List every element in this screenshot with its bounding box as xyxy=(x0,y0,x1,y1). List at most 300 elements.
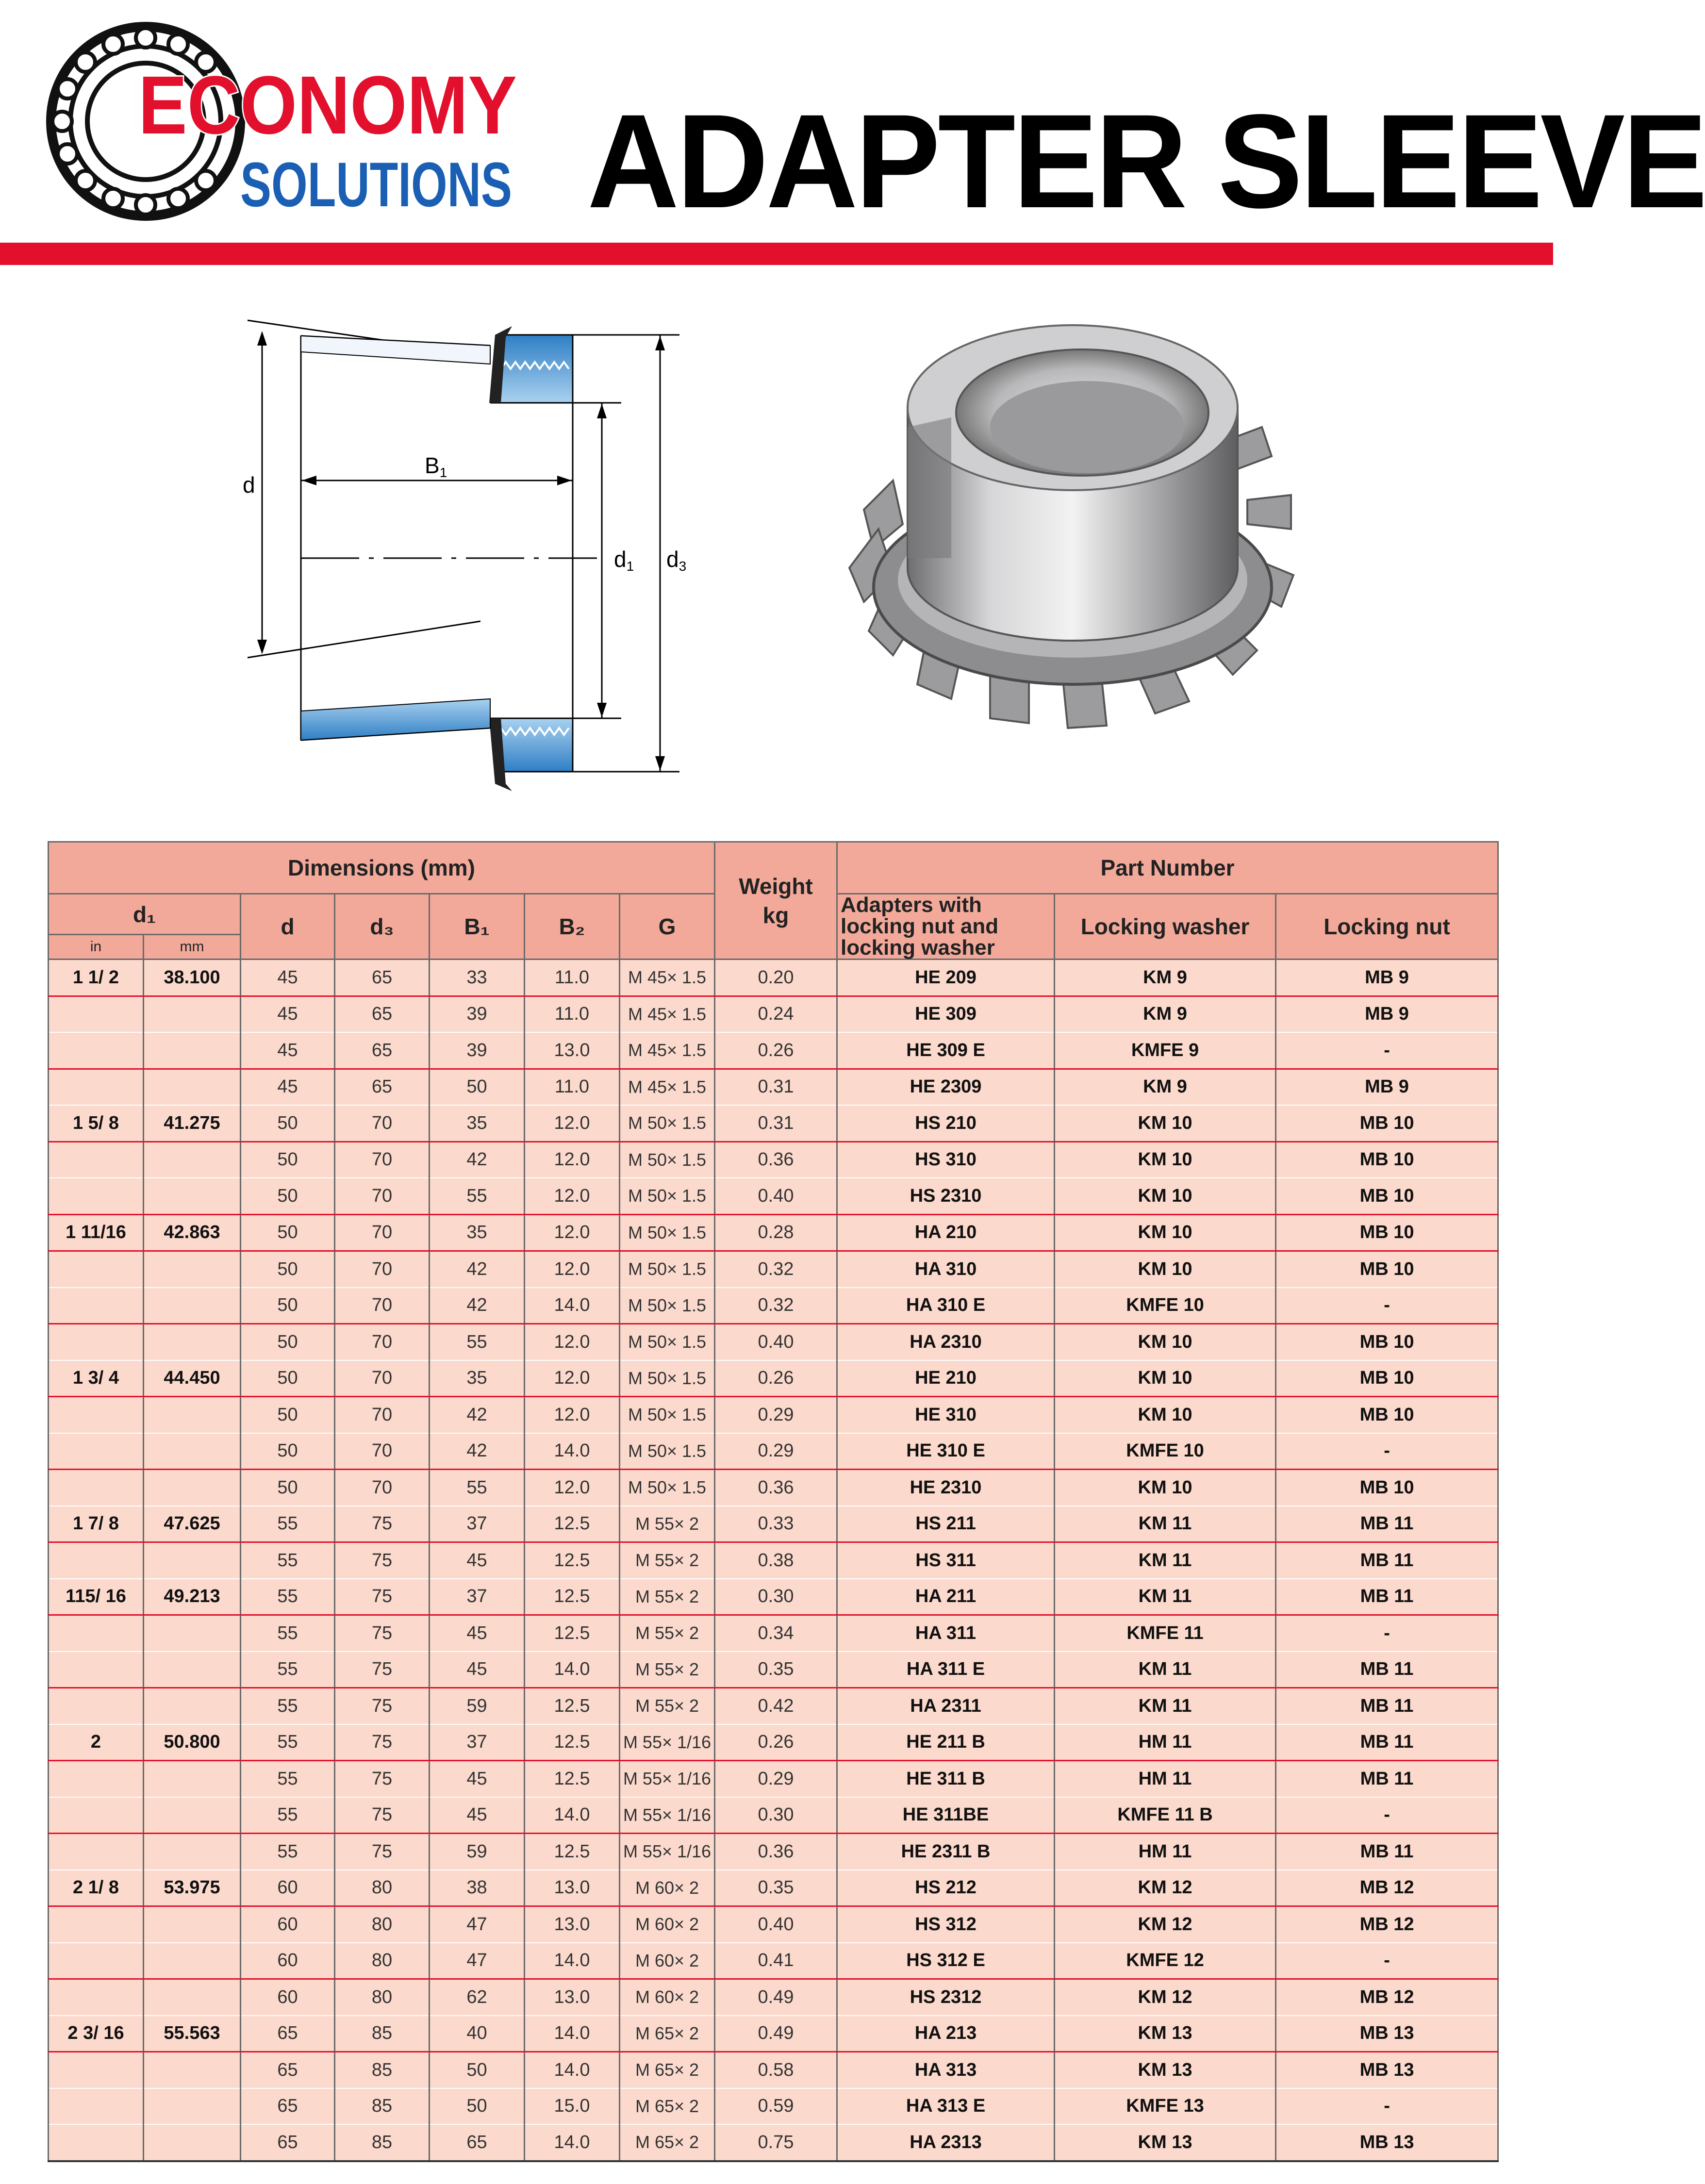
adapter-sleeve-photo xyxy=(835,296,1320,781)
cell-d: 50 xyxy=(241,1214,335,1251)
cell-mm xyxy=(144,1142,241,1178)
cell-w: 0.29 xyxy=(715,1433,837,1470)
cell-mm xyxy=(144,1069,241,1105)
cell-b1: 55 xyxy=(430,1470,525,1506)
cell-b1: 42 xyxy=(430,1142,525,1178)
cell-d: 60 xyxy=(241,1979,335,2016)
cell-washer: KM 10 xyxy=(1055,1324,1276,1360)
page-header xyxy=(0,0,1705,272)
cell-w: 0.41 xyxy=(715,1943,837,1979)
cell-b2: 12.0 xyxy=(525,1214,620,1251)
cell-nut: MB 13 xyxy=(1276,2124,1498,2161)
logo-text-solutions: SOLUTIONS xyxy=(240,149,512,220)
cell-washer: KMFE 11 B xyxy=(1055,1797,1276,1834)
table-row xyxy=(49,960,1498,996)
cell-washer: KM 10 xyxy=(1055,1470,1276,1506)
cell-in xyxy=(49,1688,144,1724)
table-row xyxy=(49,1761,1498,1797)
cell-d3: 85 xyxy=(335,2088,430,2125)
cell-d: 45 xyxy=(241,996,335,1032)
cell-d3: 65 xyxy=(335,960,430,996)
table-row xyxy=(49,1870,1498,1906)
cell-nut: MB 11 xyxy=(1276,1688,1498,1724)
label-d1-sub: 1 xyxy=(626,559,634,574)
cell-w: 0.49 xyxy=(715,1979,837,2016)
cell-in xyxy=(49,1979,144,2016)
cell-w: 0.29 xyxy=(715,1761,837,1797)
cell-in xyxy=(49,1542,144,1579)
cell-d: 50 xyxy=(241,1142,335,1178)
table-row xyxy=(49,1906,1498,1943)
cell-adapter: HS 212 xyxy=(837,1870,1055,1906)
cell-mm: 41.275 xyxy=(144,1105,241,1142)
cell-mm xyxy=(144,1324,241,1360)
cell-d3: 75 xyxy=(335,1724,430,1761)
cell-d3: 85 xyxy=(335,2052,430,2088)
cell-d3: 70 xyxy=(335,1360,430,1397)
cell-nut: - xyxy=(1276,1288,1498,1324)
cell-b1: 50 xyxy=(430,2088,525,2125)
cell-in xyxy=(49,1324,144,1360)
cell-mm xyxy=(144,1032,241,1069)
header-b1: B₁ xyxy=(430,894,525,960)
cell-g: M 60× 2 xyxy=(620,1906,715,1943)
cell-nut: MB 9 xyxy=(1276,996,1498,1032)
table-row xyxy=(49,1069,1498,1105)
cell-b2: 14.0 xyxy=(525,1943,620,1979)
cell-w: 0.29 xyxy=(715,1397,837,1433)
cell-g: M 55× 2 xyxy=(620,1542,715,1579)
cell-mm: 49.213 xyxy=(144,1579,241,1615)
cell-in xyxy=(49,1797,144,1834)
cell-washer: KM 9 xyxy=(1055,1069,1276,1105)
cell-mm xyxy=(144,1615,241,1652)
cell-d: 65 xyxy=(241,2088,335,2125)
cell-mm: 47.625 xyxy=(144,1506,241,1542)
red-divider xyxy=(0,243,1553,265)
cell-washer: KM 10 xyxy=(1055,1178,1276,1214)
cell-in: 1 3/ 4 xyxy=(49,1360,144,1397)
cell-washer: KM 10 xyxy=(1055,1397,1276,1433)
cell-g: M 50× 1.5 xyxy=(620,1324,715,1360)
cell-d3: 75 xyxy=(335,1579,430,1615)
cell-nut: MB 10 xyxy=(1276,1178,1498,1214)
cell-adapter: HA 2310 xyxy=(837,1324,1055,1360)
cell-in xyxy=(49,1834,144,1870)
cell-b2: 14.0 xyxy=(525,1652,620,1688)
cell-nut: MB 12 xyxy=(1276,1870,1498,1906)
cell-nut: MB 9 xyxy=(1276,960,1498,996)
cell-d: 45 xyxy=(241,960,335,996)
cell-d: 50 xyxy=(241,1105,335,1142)
cell-nut: MB 10 xyxy=(1276,1397,1498,1433)
table-row xyxy=(49,1615,1498,1652)
cell-g: M 55× 1/16 xyxy=(620,1834,715,1870)
cell-washer: KM 11 xyxy=(1055,1579,1276,1615)
table-row xyxy=(49,1724,1498,1761)
cell-b1: 37 xyxy=(430,1579,525,1615)
cell-in xyxy=(49,996,144,1032)
cell-d3: 75 xyxy=(335,1761,430,1797)
cell-w: 0.40 xyxy=(715,1178,837,1214)
cell-w: 0.35 xyxy=(715,1652,837,1688)
cell-d3: 70 xyxy=(335,1288,430,1324)
label-d: d xyxy=(243,472,255,497)
cell-adapter: HS 312 xyxy=(837,1906,1055,1943)
table-row xyxy=(49,1979,1498,2016)
header-d1: d₁ xyxy=(49,894,241,935)
cell-washer: KMFE 10 xyxy=(1055,1288,1276,1324)
cell-d3: 70 xyxy=(335,1142,430,1178)
cell-d3: 70 xyxy=(335,1470,430,1506)
cell-d3: 75 xyxy=(335,1652,430,1688)
cell-nut: MB 11 xyxy=(1276,1652,1498,1688)
cell-b2: 12.0 xyxy=(525,1251,620,1288)
cell-adapter: HE 310 E xyxy=(837,1433,1055,1470)
cell-washer: KM 13 xyxy=(1055,2052,1276,2088)
cell-b2: 14.0 xyxy=(525,1433,620,1470)
cell-adapter: HS 211 xyxy=(837,1506,1055,1542)
header-adapters: Adapters with locking nut and locking washer xyxy=(837,894,1055,960)
cell-washer: HM 11 xyxy=(1055,1724,1276,1761)
cell-g: M 55× 2 xyxy=(620,1615,715,1652)
cell-b1: 45 xyxy=(430,1761,525,1797)
cell-d3: 80 xyxy=(335,1906,430,1943)
table-row xyxy=(49,1288,1498,1324)
cell-in: 1 11/16 xyxy=(49,1214,144,1251)
cell-d3: 70 xyxy=(335,1214,430,1251)
cell-b1: 37 xyxy=(430,1506,525,1542)
cell-g: M 50× 1.5 xyxy=(620,1214,715,1251)
table-row xyxy=(49,1178,1498,1214)
cell-d: 55 xyxy=(241,1542,335,1579)
cell-b2: 14.0 xyxy=(525,1288,620,1324)
cell-b1: 37 xyxy=(430,1724,525,1761)
cell-d3: 85 xyxy=(335,2124,430,2161)
cell-d: 50 xyxy=(241,1433,335,1470)
cell-d: 50 xyxy=(241,1470,335,1506)
cell-in xyxy=(49,1288,144,1324)
header-in: in xyxy=(49,935,144,960)
cell-d3: 70 xyxy=(335,1251,430,1288)
cell-in: 1 5/ 8 xyxy=(49,1105,144,1142)
cell-b1: 59 xyxy=(430,1688,525,1724)
cell-g: M 60× 2 xyxy=(620,1943,715,1979)
cell-g: M 55× 2 xyxy=(620,1688,715,1724)
cell-b2: 12.5 xyxy=(525,1761,620,1797)
cell-adapter: HE 309 E xyxy=(837,1032,1055,1069)
cell-b1: 59 xyxy=(430,1834,525,1870)
table-row xyxy=(49,1688,1498,1724)
cell-d: 55 xyxy=(241,1688,335,1724)
cell-washer: KM 12 xyxy=(1055,1906,1276,1943)
cell-adapter: HS 2312 xyxy=(837,1979,1055,2016)
specification-table-body xyxy=(49,960,1498,2161)
cell-washer: KM 11 xyxy=(1055,1542,1276,1579)
cell-adapter: HA 313 xyxy=(837,2052,1055,2088)
cell-d: 45 xyxy=(241,1032,335,1069)
cell-in xyxy=(49,1251,144,1288)
cell-washer: KM 13 xyxy=(1055,2124,1276,2161)
cell-b1: 35 xyxy=(430,1105,525,1142)
cell-g: M 50× 1.5 xyxy=(620,1178,715,1214)
cell-w: 0.33 xyxy=(715,1506,837,1542)
cell-in: 2 1/ 8 xyxy=(49,1870,144,1906)
cell-washer: KM 9 xyxy=(1055,960,1276,996)
cell-b1: 40 xyxy=(430,2016,525,2052)
cell-w: 0.49 xyxy=(715,2016,837,2052)
cell-g: M 50× 1.5 xyxy=(620,1288,715,1324)
table-row xyxy=(49,1542,1498,1579)
cell-b2: 12.0 xyxy=(525,1397,620,1433)
cell-adapter: HS 311 xyxy=(837,1542,1055,1579)
cell-nut: MB 11 xyxy=(1276,1506,1498,1542)
cell-w: 0.24 xyxy=(715,996,837,1032)
cell-b2: 12.5 xyxy=(525,1834,620,1870)
cell-d3: 70 xyxy=(335,1178,430,1214)
cell-b2: 12.0 xyxy=(525,1360,620,1397)
cell-mm: 55.563 xyxy=(144,2016,241,2052)
cell-g: M 50× 1.5 xyxy=(620,1470,715,1506)
cell-g: M 60× 2 xyxy=(620,1870,715,1906)
cell-w: 0.32 xyxy=(715,1251,837,1288)
cell-adapter: HA 213 xyxy=(837,2016,1055,2052)
cell-b2: 12.0 xyxy=(525,1324,620,1360)
cell-adapter: HE 311 B xyxy=(837,1761,1055,1797)
table-row xyxy=(49,1834,1498,1870)
cell-w: 0.26 xyxy=(715,1032,837,1069)
table-row xyxy=(49,1360,1498,1397)
cell-adapter: HS 310 xyxy=(837,1142,1055,1178)
cell-w: 0.36 xyxy=(715,1470,837,1506)
cell-in xyxy=(49,1615,144,1652)
cell-d: 50 xyxy=(241,1178,335,1214)
cell-in xyxy=(49,1906,144,1943)
cell-b1: 45 xyxy=(430,1615,525,1652)
cell-w: 0.75 xyxy=(715,2124,837,2161)
cell-b1: 47 xyxy=(430,1906,525,1943)
cell-d3: 85 xyxy=(335,2016,430,2052)
cell-nut: - xyxy=(1276,1615,1498,1652)
cell-washer: KMFE 9 xyxy=(1055,1032,1276,1069)
table-row xyxy=(49,1579,1498,1615)
table-row xyxy=(49,1652,1498,1688)
cell-b2: 12.5 xyxy=(525,1579,620,1615)
cell-b2: 12.0 xyxy=(525,1105,620,1142)
cell-washer: KM 11 xyxy=(1055,1688,1276,1724)
cell-b2: 12.5 xyxy=(525,1506,620,1542)
cell-in xyxy=(49,1397,144,1433)
label-d3-sub: 3 xyxy=(679,559,687,574)
cell-b1: 65 xyxy=(430,2124,525,2161)
cell-adapter: HA 313 E xyxy=(837,2088,1055,2125)
cell-d: 60 xyxy=(241,1906,335,1943)
cell-b2: 11.0 xyxy=(525,996,620,1032)
cell-adapter: HE 2310 xyxy=(837,1470,1055,1506)
cell-g: M 45× 1.5 xyxy=(620,1069,715,1105)
cell-b2: 13.0 xyxy=(525,1906,620,1943)
cell-b2: 11.0 xyxy=(525,960,620,996)
header-locking-washer: Locking washer xyxy=(1055,894,1276,960)
cell-nut: MB 11 xyxy=(1276,1724,1498,1761)
cell-mm xyxy=(144,1397,241,1433)
cell-w: 0.26 xyxy=(715,1724,837,1761)
table-row xyxy=(49,1797,1498,1834)
cell-washer: KM 9 xyxy=(1055,996,1276,1032)
table-row xyxy=(49,1214,1498,1251)
cell-g: M 45× 1.5 xyxy=(620,960,715,996)
cell-in: 1 1/ 2 xyxy=(49,960,144,996)
cell-mm xyxy=(144,1943,241,1979)
cell-washer: HM 11 xyxy=(1055,1834,1276,1870)
cell-nut: - xyxy=(1276,1943,1498,1979)
cell-adapter: HA 311 E xyxy=(837,1652,1055,1688)
cell-d: 65 xyxy=(241,2052,335,2088)
cell-g: M 65× 2 xyxy=(620,2016,715,2052)
cell-w: 0.35 xyxy=(715,1870,837,1906)
cell-nut: MB 11 xyxy=(1276,1579,1498,1615)
cell-d3: 70 xyxy=(335,1324,430,1360)
table-row xyxy=(49,2088,1498,2125)
cell-w: 0.58 xyxy=(715,2052,837,2088)
table-row xyxy=(49,1506,1498,1542)
header-dimensions: Dimensions (mm) xyxy=(49,842,715,894)
cell-nut: MB 10 xyxy=(1276,1251,1498,1288)
cell-g: M 55× 2 xyxy=(620,1652,715,1688)
cell-b2: 12.5 xyxy=(525,1542,620,1579)
cell-nut: MB 10 xyxy=(1276,1105,1498,1142)
cell-d: 55 xyxy=(241,1579,335,1615)
cell-b2: 13.0 xyxy=(525,1032,620,1069)
cell-nut: MB 9 xyxy=(1276,1069,1498,1105)
cell-mm xyxy=(144,1251,241,1288)
cell-washer: KM 12 xyxy=(1055,1870,1276,1906)
cell-d: 55 xyxy=(241,1834,335,1870)
cell-in xyxy=(49,1178,144,1214)
table-row xyxy=(49,1433,1498,1470)
header-b2: B₂ xyxy=(525,894,620,960)
cell-adapter: HE 309 xyxy=(837,996,1055,1032)
cell-washer: KM 10 xyxy=(1055,1142,1276,1178)
cell-d3: 65 xyxy=(335,996,430,1032)
cell-adapter: HS 210 xyxy=(837,1105,1055,1142)
cell-b2: 14.0 xyxy=(525,2052,620,2088)
table-row xyxy=(49,2016,1498,2052)
cell-mm xyxy=(144,1688,241,1724)
cell-g: M 55× 2 xyxy=(620,1579,715,1615)
cell-mm: 50.800 xyxy=(144,1724,241,1761)
cell-g: M 50× 1.5 xyxy=(620,1433,715,1470)
table-row xyxy=(49,2124,1498,2161)
cell-b2: 14.0 xyxy=(525,2016,620,2052)
cell-b2: 12.5 xyxy=(525,1724,620,1761)
cell-adapter: HA 210 xyxy=(837,1214,1055,1251)
cell-d: 45 xyxy=(241,1069,335,1105)
cell-g: M 55× 1/16 xyxy=(620,1724,715,1761)
cell-d: 50 xyxy=(241,1360,335,1397)
cell-mm xyxy=(144,1906,241,1943)
header-part-number: Part Number xyxy=(837,842,1498,894)
cell-w: 0.36 xyxy=(715,1142,837,1178)
page-title: ADAPTER SLEEVE xyxy=(587,86,1705,236)
cell-w: 0.40 xyxy=(715,1324,837,1360)
svg-text:B1 xyxy=(425,453,447,480)
cell-g: M 65× 2 xyxy=(620,2124,715,2161)
cell-w: 0.38 xyxy=(715,1542,837,1579)
specification-table-container xyxy=(48,841,1497,2162)
cell-in xyxy=(49,1433,144,1470)
cell-d3: 75 xyxy=(335,1542,430,1579)
cell-in xyxy=(49,2124,144,2161)
cell-b1: 50 xyxy=(430,1069,525,1105)
cell-nut: MB 11 xyxy=(1276,1542,1498,1579)
cell-w: 0.26 xyxy=(715,1360,837,1397)
cell-d3: 70 xyxy=(335,1105,430,1142)
table-row xyxy=(49,1470,1498,1506)
cell-in: 115/ 16 xyxy=(49,1579,144,1615)
cell-g: M 45× 1.5 xyxy=(620,1032,715,1069)
cell-washer: KMFE 11 xyxy=(1055,1615,1276,1652)
cell-in xyxy=(49,1943,144,1979)
header-mm: mm xyxy=(144,935,241,960)
cell-in xyxy=(49,2088,144,2125)
cell-d: 50 xyxy=(241,1251,335,1288)
cell-mm: 44.450 xyxy=(144,1360,241,1397)
cell-adapter: HE 211 B xyxy=(837,1724,1055,1761)
cell-w: 0.42 xyxy=(715,1688,837,1724)
cell-washer: KM 10 xyxy=(1055,1251,1276,1288)
cell-nut: MB 10 xyxy=(1276,1470,1498,1506)
cell-adapter: HA 2311 xyxy=(837,1688,1055,1724)
cell-d: 55 xyxy=(241,1761,335,1797)
cell-d3: 80 xyxy=(335,1979,430,2016)
cell-mm xyxy=(144,1288,241,1324)
table-row xyxy=(49,1397,1498,1433)
cell-adapter: HE 2311 B xyxy=(837,1834,1055,1870)
cell-w: 0.40 xyxy=(715,1906,837,1943)
cell-d: 60 xyxy=(241,1943,335,1979)
cell-d3: 65 xyxy=(335,1069,430,1105)
cell-nut: MB 11 xyxy=(1276,1834,1498,1870)
cell-b1: 50 xyxy=(430,2052,525,2088)
cell-w: 0.32 xyxy=(715,1288,837,1324)
cell-g: M 55× 1/16 xyxy=(620,1797,715,1834)
cell-washer: KM 10 xyxy=(1055,1360,1276,1397)
cell-d: 55 xyxy=(241,1506,335,1542)
cell-b1: 39 xyxy=(430,996,525,1032)
label-d3: d xyxy=(666,546,679,572)
cell-b1: 42 xyxy=(430,1397,525,1433)
economy-solutions-logo xyxy=(44,19,524,223)
header-weight: Weight kg xyxy=(715,842,837,960)
cell-b1: 39 xyxy=(430,1032,525,1069)
cell-w: 0.36 xyxy=(715,1834,837,1870)
cell-w: 0.30 xyxy=(715,1579,837,1615)
cell-b1: 33 xyxy=(430,960,525,996)
cell-washer: KM 11 xyxy=(1055,1506,1276,1542)
cell-w: 0.34 xyxy=(715,1615,837,1652)
cell-mm: 38.100 xyxy=(144,960,241,996)
svg-text:d1 xyxy=(614,546,634,574)
cell-nut: MB 10 xyxy=(1276,1142,1498,1178)
cell-b2: 14.0 xyxy=(525,2124,620,2161)
cell-b2: 12.5 xyxy=(525,1615,620,1652)
table-row xyxy=(49,1324,1498,1360)
cell-g: M 55× 2 xyxy=(620,1506,715,1542)
cell-in xyxy=(49,1652,144,1688)
cell-washer: KM 11 xyxy=(1055,1652,1276,1688)
cell-adapter: HS 2310 xyxy=(837,1178,1055,1214)
